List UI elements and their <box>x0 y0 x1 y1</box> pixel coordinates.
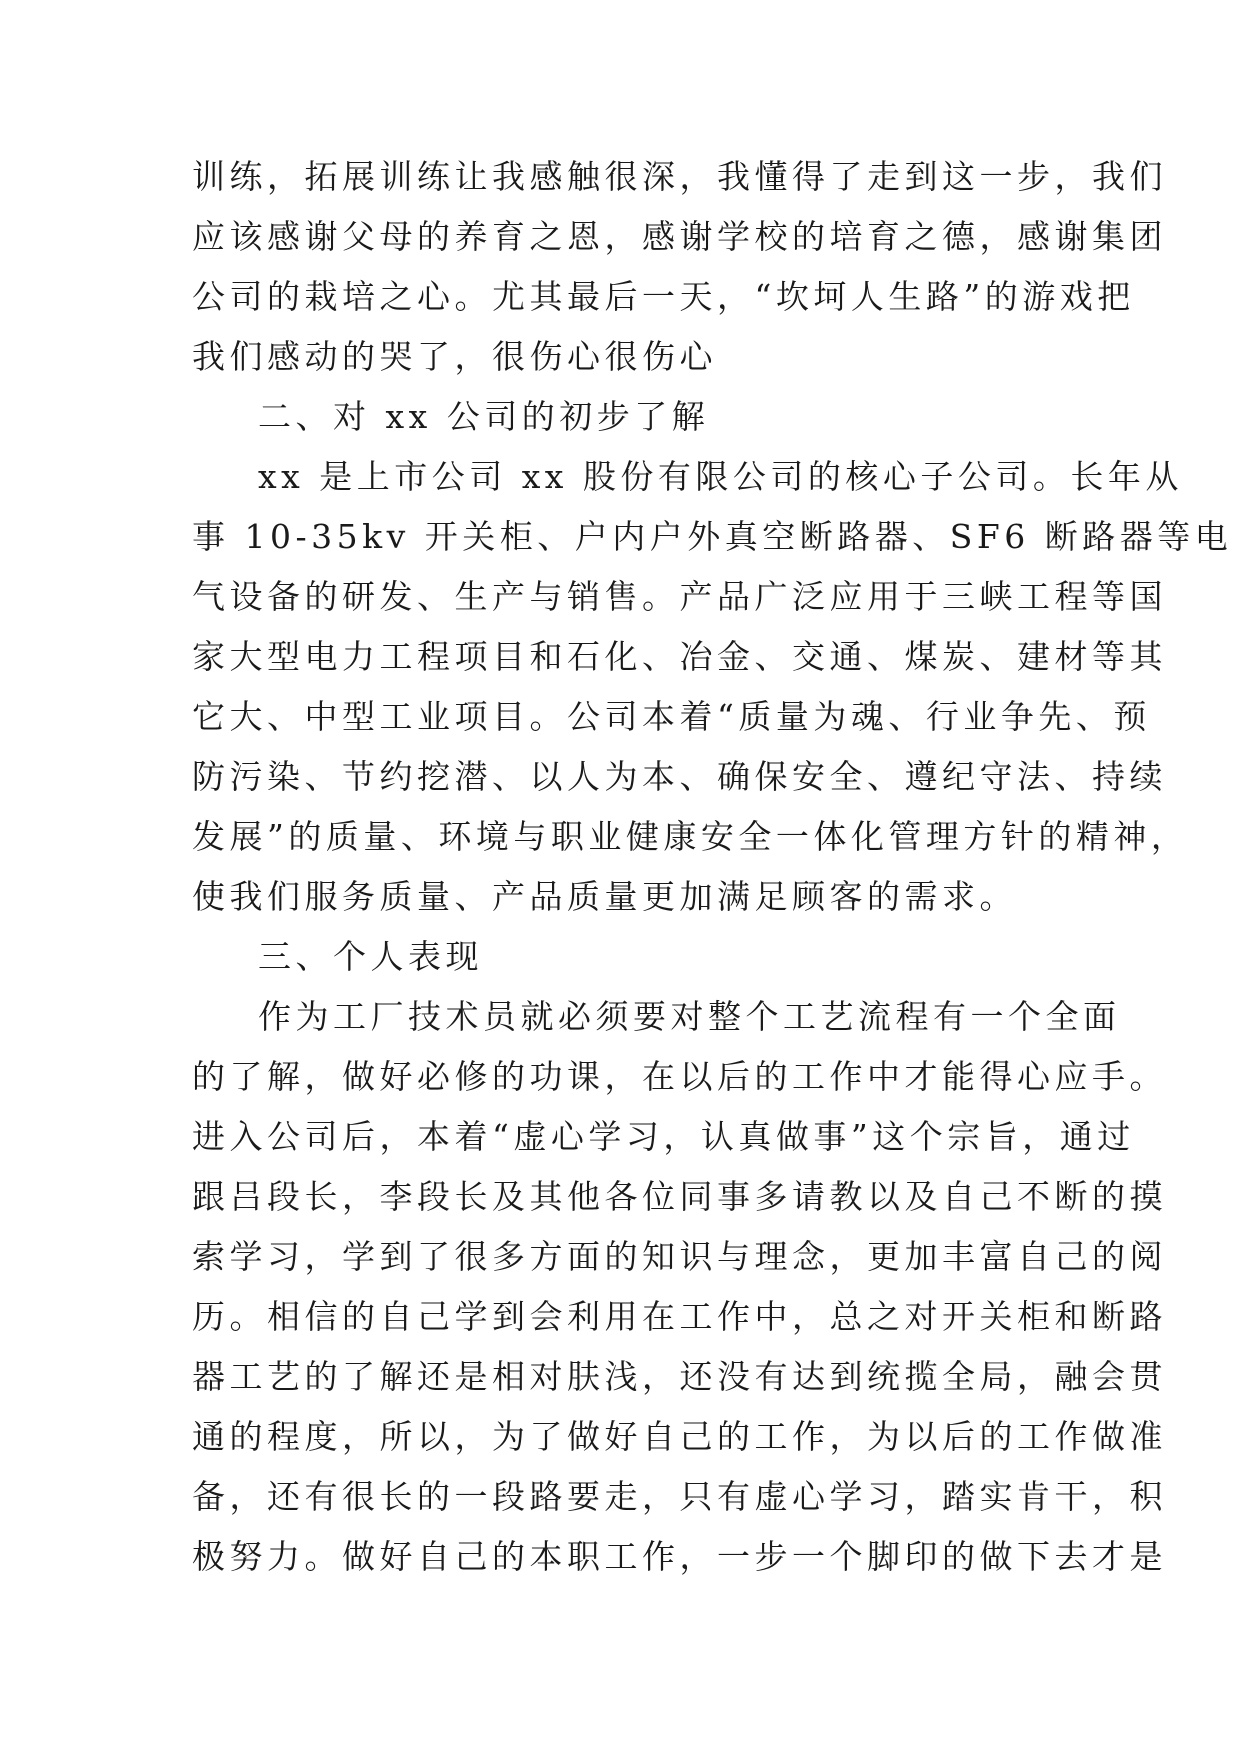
text-line: 历。相信的自己学到会利用在工作中，总之对开关柜和断路 <box>192 1297 1167 1336</box>
text-line: 公司的栽培之心。尤其最后一天，“坎坷人生路”的游戏把 <box>192 277 1135 316</box>
text-line: 进入公司后，本着“虚心学习，认真做事”这个宗旨，通过 <box>192 1117 1135 1156</box>
text-line: 使我们服务质量、产品质量更加满足顾客的需求。 <box>192 877 1017 916</box>
section-heading: 二、对 xx 公司的初步了解 <box>258 397 710 436</box>
section-heading: 三、个人表现 <box>258 937 483 976</box>
document-page <box>192 147 1233 1587</box>
text-line: 作为工厂技术员就必须要对整个工艺流程有一个全面 <box>258 997 1121 1036</box>
text-line: 通的程度，所以，为了做好自己的工作，为以后的工作做准 <box>192 1417 1167 1456</box>
text-line: 我们感动的哭了，很伤心很伤心 <box>192 337 717 376</box>
text-line: 应该感谢父母的养育之恩，感谢学校的培育之德，感谢集团 <box>192 217 1167 256</box>
text-line: 家大型电力工程项目和石化、冶金、交通、煤炭、建材等其 <box>192 637 1167 676</box>
text-line: 极努力。做好自己的本职工作，一步一个脚印的做下去才是 <box>192 1537 1167 1576</box>
text-line: 事 10-35kv 开关柜、户内户外真空断路器、SF6 断路器等电 <box>192 517 1233 556</box>
text-line: 跟吕段长，李段长及其他各位同事多请教以及自己不断的摸 <box>192 1177 1167 1216</box>
text-line: 的了解，做好必修的功课，在以后的工作中才能得心应手。 <box>192 1057 1167 1096</box>
text-line: 训练，拓展训练让我感触很深，我懂得了走到这一步，我们 <box>192 157 1167 196</box>
text-line: xx 是上市公司 xx 股份有限公司的核心子公司。长年从 <box>258 457 1183 496</box>
text-line: 发展”的质量、环境与职业健康安全一体化管理方针的精神， <box>192 817 1189 856</box>
text-line: 它大、中型工业项目。公司本着“质量为魂、行业争先、预 <box>192 697 1151 736</box>
text-line: 器工艺的了解还是相对肤浅，还没有达到统揽全局，融会贯 <box>192 1357 1167 1396</box>
text-line: 气设备的研发、生产与销售。产品广泛应用于三峡工程等国 <box>192 577 1167 616</box>
text-line: 防污染、节约挖潜、以人为本、确保安全、遵纪守法、持续 <box>192 757 1167 796</box>
text-line: 备，还有很长的一段路要走，只有虚心学习，踏实肯干，积 <box>192 1477 1167 1516</box>
text-line: 索学习，学到了很多方面的知识与理念，更加丰富自己的阅 <box>192 1237 1167 1276</box>
